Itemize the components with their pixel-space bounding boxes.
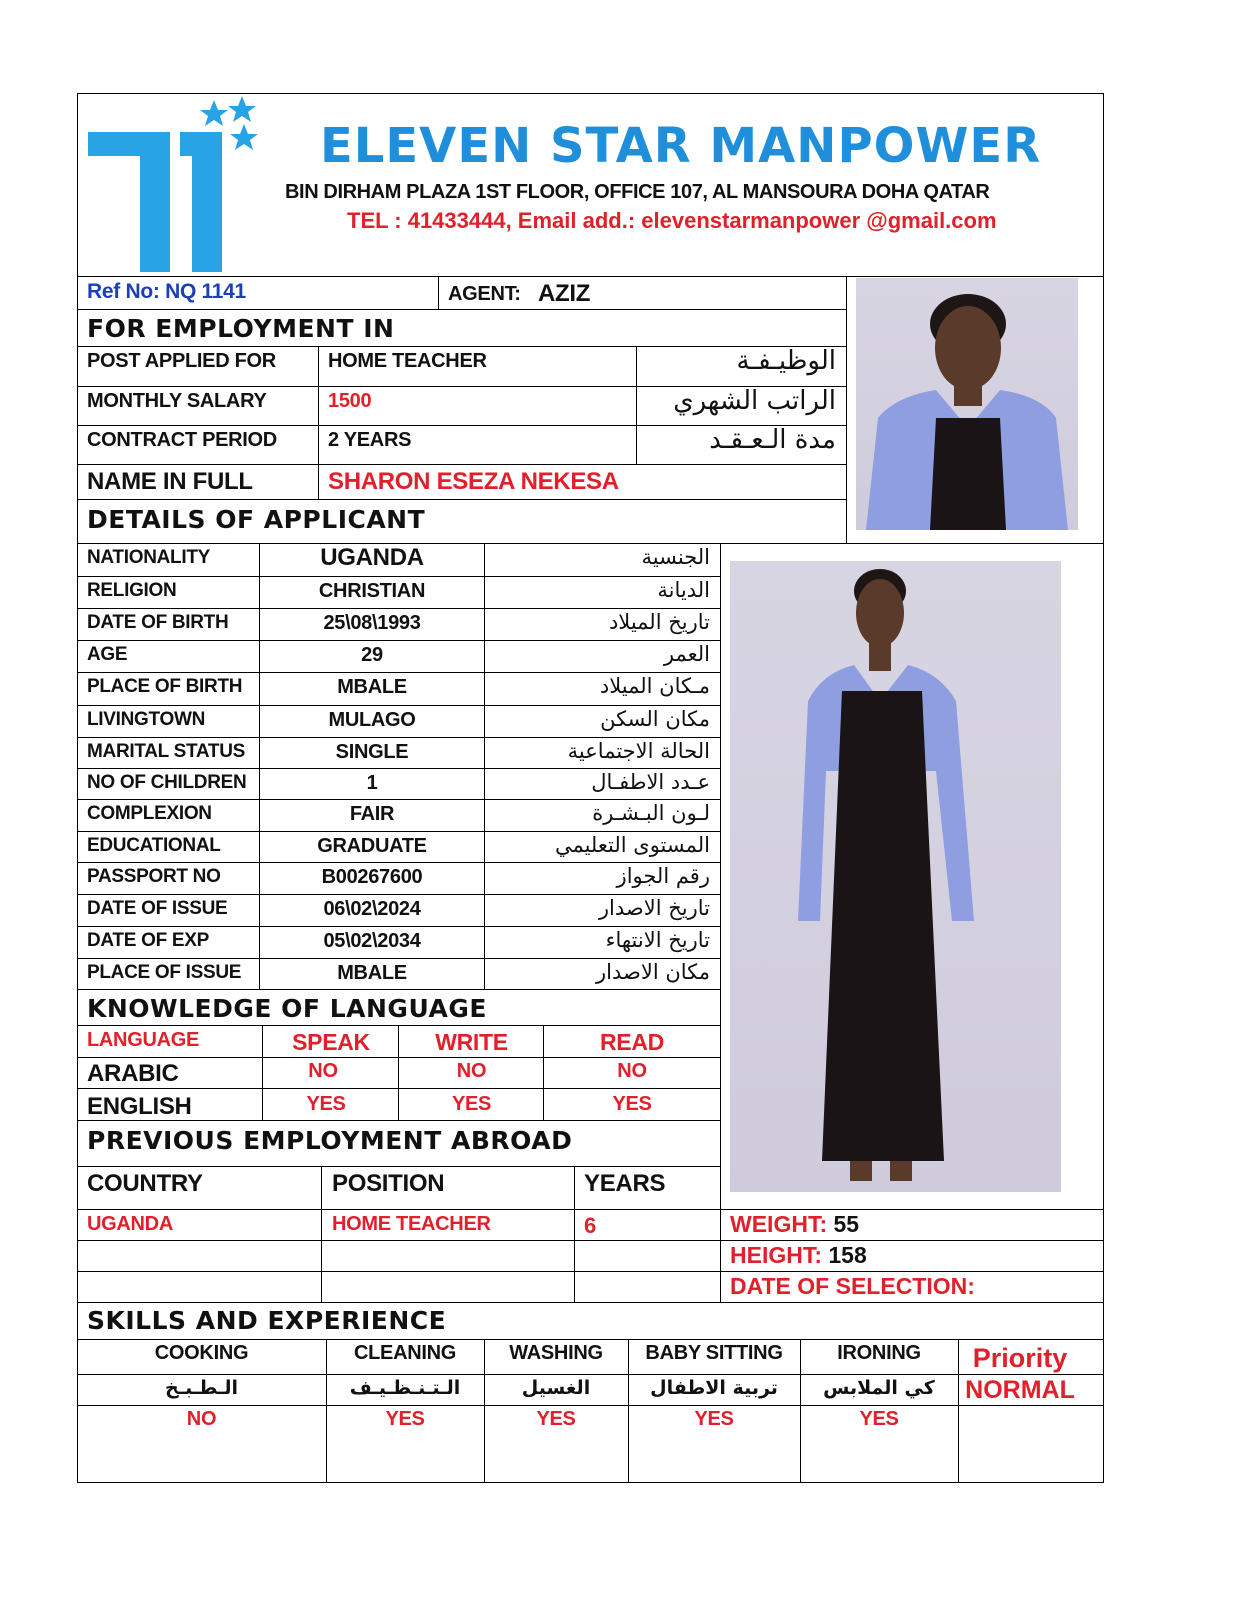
detail-value: 06\02\2024 bbox=[323, 898, 421, 920]
priority-label: Priority bbox=[972, 1343, 1068, 1373]
section-title-previous: PREVIOUS EMPLOYMENT ABROAD bbox=[87, 1126, 573, 1155]
skill-name: WASHING bbox=[509, 1342, 603, 1364]
applicant-photo-portrait bbox=[856, 278, 1078, 530]
detail-value: 05\02\2034 bbox=[323, 930, 421, 952]
previous-row-position: HOME TEACHER bbox=[332, 1213, 491, 1235]
company-contact: TEL : 41433444, Email add.: elevenstarmanpower @gmail.com bbox=[347, 208, 997, 233]
contract-period-value: 2 YEARS bbox=[328, 429, 412, 451]
skill-value: YES bbox=[385, 1408, 425, 1430]
detail-arabic: العمر bbox=[663, 642, 710, 666]
skill-arabic: تربية الاطفال bbox=[650, 1377, 778, 1399]
skill-name: CLEANING bbox=[353, 1342, 457, 1364]
height-label: HEIGHT: bbox=[730, 1242, 822, 1268]
weight-value: 55 bbox=[833, 1211, 860, 1237]
detail-value: FAIR bbox=[349, 803, 395, 825]
weight-label: WEIGHT: bbox=[730, 1211, 828, 1237]
priority-value: NORMAL bbox=[965, 1376, 1075, 1404]
detail-label: DATE OF ISSUE bbox=[87, 898, 228, 919]
detail-value: MBALE bbox=[337, 962, 407, 984]
height-field bbox=[730, 1242, 867, 1269]
detail-value: B00267600 bbox=[321, 866, 423, 888]
language-header-write: WRITE bbox=[435, 1029, 508, 1055]
applicant-photo-full bbox=[730, 561, 1061, 1192]
ref-number: Ref No: NQ 1141 bbox=[87, 280, 246, 303]
previous-header-position: POSITION bbox=[332, 1170, 445, 1197]
section-title-details: DETAILS OF APPLICANT bbox=[87, 505, 426, 534]
detail-label: MARITAL STATUS bbox=[87, 741, 245, 762]
section-title-language: KNOWLEDGE OF LANGUAGE bbox=[87, 994, 487, 1023]
detail-arabic: تاريخ الانتهاء bbox=[605, 928, 710, 952]
weight-field bbox=[730, 1211, 859, 1238]
previous-header-country: COUNTRY bbox=[87, 1170, 203, 1197]
detail-arabic: تاريخ الاصدار bbox=[598, 896, 710, 920]
language-row-english-speak: YES bbox=[306, 1093, 346, 1115]
monthly-salary-value: 1500 bbox=[328, 390, 372, 412]
detail-arabic: عـدد الاطفـال bbox=[591, 770, 710, 794]
detail-arabic: مكان السكن bbox=[600, 707, 710, 731]
language-row-english-write: YES bbox=[451, 1093, 492, 1115]
company-logo bbox=[88, 96, 263, 276]
skill-value: YES bbox=[536, 1408, 576, 1430]
detail-arabic: رقم الجواز bbox=[616, 864, 710, 888]
language-row-english-name: ENGLISH bbox=[87, 1093, 192, 1120]
language-row-english-read: YES bbox=[612, 1093, 652, 1115]
language-header-speak: SPEAK bbox=[292, 1029, 370, 1055]
skill-arabic: الغسيل bbox=[521, 1377, 591, 1399]
skill-value: NO bbox=[186, 1408, 217, 1430]
previous-row-years: 6 bbox=[584, 1213, 596, 1238]
detail-value: 29 bbox=[361, 644, 383, 666]
detail-value: UGANDA bbox=[320, 544, 424, 571]
full-name-value: SHARON ESEZA NEKESA bbox=[328, 468, 619, 495]
language-header-read: READ bbox=[600, 1029, 664, 1055]
skill-arabic: كي الملابس bbox=[823, 1377, 935, 1399]
detail-label: NATIONALITY bbox=[87, 547, 211, 568]
skill-name: IRONING bbox=[837, 1342, 921, 1364]
monthly-salary-arabic: الراتب الشهري bbox=[673, 386, 836, 416]
language-row-arabic-write: NO bbox=[456, 1060, 487, 1082]
detail-value: MBALE bbox=[337, 676, 407, 698]
detail-label: PLACE OF BIRTH bbox=[87, 676, 243, 697]
full-name-label: NAME IN FULL bbox=[87, 468, 253, 495]
detail-label: LIVINGTOWN bbox=[87, 709, 206, 730]
company-name: ELEVEN STAR MANPOWER bbox=[320, 118, 1042, 174]
detail-label: EDUCATIONAL bbox=[87, 835, 221, 856]
post-applied-label: POST APPLIED FOR bbox=[87, 350, 276, 372]
detail-label: PASSPORT NO bbox=[87, 866, 221, 887]
skill-name: BABY SITTING bbox=[645, 1342, 783, 1364]
detail-label: AGE bbox=[87, 644, 128, 665]
detail-arabic: المستوى التعليمي bbox=[554, 833, 710, 857]
language-header-language: LANGUAGE bbox=[87, 1029, 200, 1051]
skill-value: YES bbox=[859, 1408, 899, 1430]
detail-arabic: لـون البـشـرة bbox=[592, 801, 710, 825]
detail-label: COMPLEXION bbox=[87, 803, 212, 824]
date-of-selection-label: DATE OF SELECTION: bbox=[730, 1273, 975, 1299]
detail-value: CHRISTIAN bbox=[318, 580, 426, 602]
detail-arabic: مـكان الميلاد bbox=[599, 674, 710, 698]
language-row-arabic-name: ARABIC bbox=[87, 1060, 179, 1087]
detail-value: 25\08\1993 bbox=[323, 612, 421, 634]
previous-header-years: YEARS bbox=[584, 1170, 666, 1197]
contract-period-label: CONTRACT PERIOD bbox=[87, 429, 277, 451]
skill-arabic: الـطـبـخ bbox=[164, 1377, 239, 1399]
section-title-employment: FOR EMPLOYMENT IN bbox=[87, 314, 395, 343]
contract-period-arabic: مدة الـعـقـد bbox=[709, 425, 836, 455]
section-title-skills: SKILLS AND EXPERIENCE bbox=[87, 1306, 447, 1335]
detail-arabic: مكان الاصدار bbox=[596, 960, 710, 984]
detail-value: GRADUATE bbox=[317, 835, 427, 857]
post-applied-value: HOME TEACHER bbox=[328, 350, 487, 372]
detail-label: RELIGION bbox=[87, 580, 177, 601]
skill-arabic: الـتـنـظـيـف bbox=[349, 1377, 461, 1399]
detail-value: MULAGO bbox=[328, 709, 416, 731]
language-row-arabic-speak: NO bbox=[308, 1060, 338, 1082]
agent-value: AZIZ bbox=[538, 280, 591, 307]
detail-label: DATE OF BIRTH bbox=[87, 612, 229, 633]
detail-arabic: الجنسية bbox=[641, 545, 710, 569]
detail-label: PLACE OF ISSUE bbox=[87, 962, 242, 983]
detail-value: SINGLE bbox=[335, 741, 409, 763]
detail-value: 1 bbox=[366, 772, 378, 794]
skill-value: YES bbox=[694, 1408, 734, 1430]
detail-label: DATE OF EXP bbox=[87, 930, 209, 951]
monthly-salary-label: MONTHLY SALARY bbox=[87, 390, 267, 412]
post-applied-arabic: الوظيـفـة bbox=[736, 346, 836, 376]
previous-row-country: UGANDA bbox=[87, 1213, 173, 1235]
skill-name: COOKING bbox=[154, 1342, 249, 1364]
height-value: 158 bbox=[828, 1242, 867, 1268]
language-row-arabic-read: NO bbox=[617, 1060, 647, 1082]
company-address: BIN DIRHAM PLAZA 1ST FLOOR, OFFICE 107, AL MANSOURA DOHA QATAR bbox=[285, 181, 990, 203]
eleven-star-logo-icon bbox=[88, 96, 263, 276]
agent-label: AGENT: bbox=[448, 283, 521, 305]
detail-label: NO OF CHILDREN bbox=[87, 772, 247, 793]
detail-arabic: تاريخ الميلاد bbox=[608, 610, 710, 634]
detail-arabic: الحالة الاجتماعية bbox=[567, 739, 710, 763]
detail-arabic: الديانة bbox=[657, 578, 710, 602]
